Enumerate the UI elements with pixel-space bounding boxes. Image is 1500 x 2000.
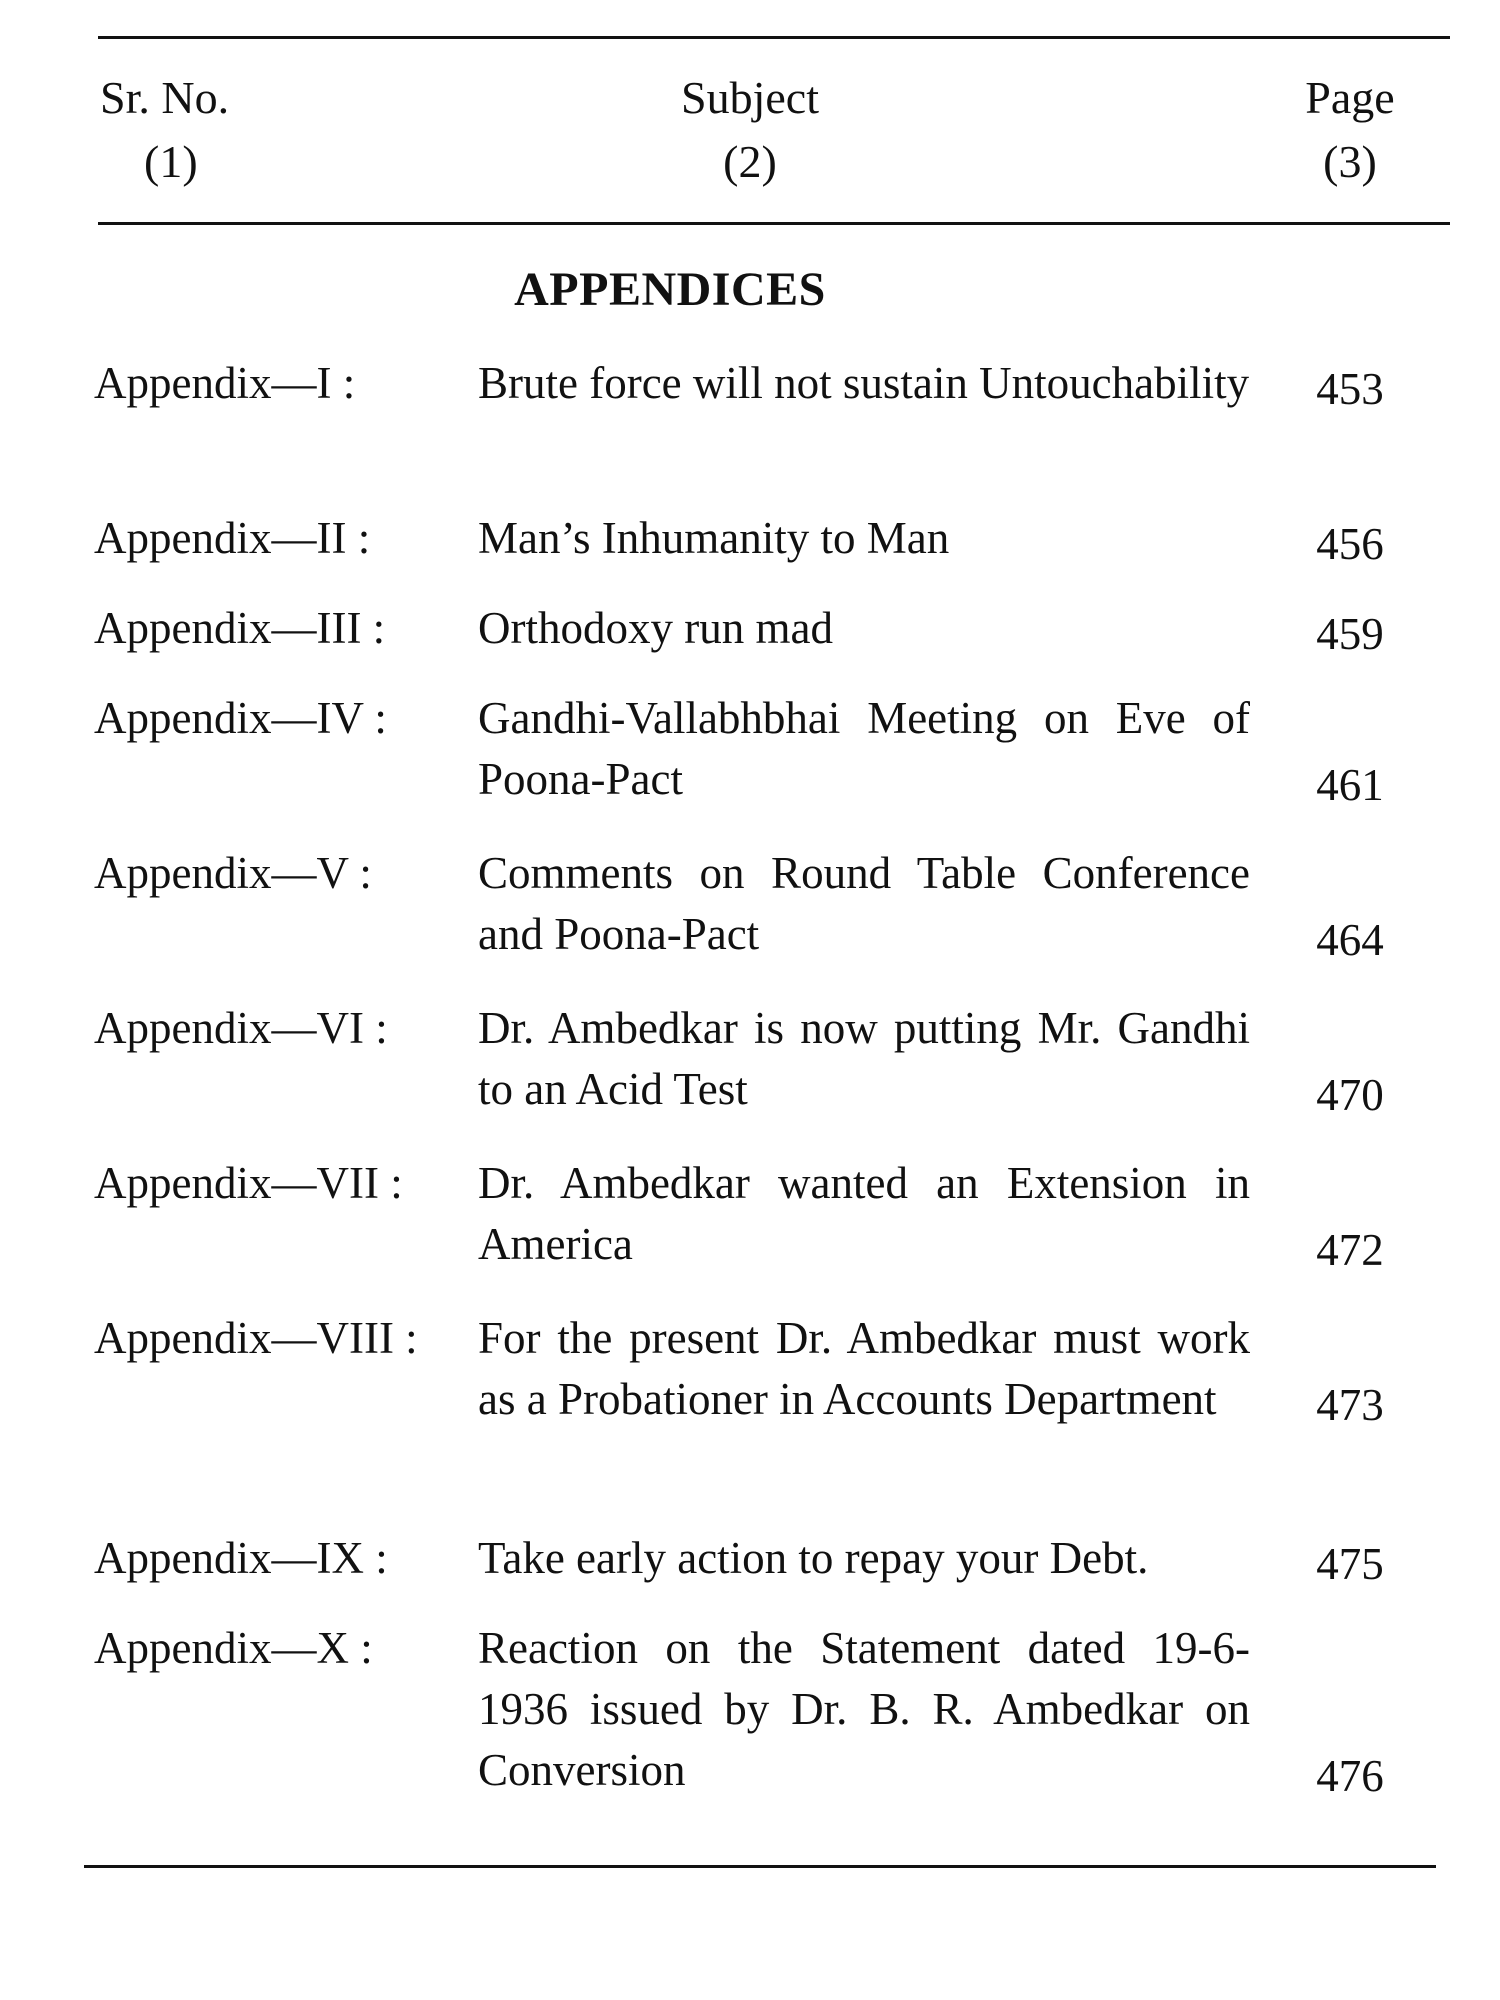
entry-label: Appendix—VI : xyxy=(94,1003,388,1053)
table-row xyxy=(0,1528,1500,1589)
entry-subject: Dr. Ambedkar wanted an Extension in America xyxy=(478,1158,1250,1269)
entry-page: 459 xyxy=(1316,609,1384,659)
entry-label: Appendix—III : xyxy=(94,603,386,653)
table-row xyxy=(0,508,1500,569)
entry-subject: Orthodoxy run mad xyxy=(478,603,833,653)
entry-page: 475 xyxy=(1316,1539,1384,1589)
table-row xyxy=(0,1153,1500,1275)
entry-subject: Take early action to repay your Debt. xyxy=(478,1533,1149,1583)
column-header-subject xyxy=(610,66,890,194)
column-header-page-number: (3) xyxy=(1323,136,1377,187)
entry-page: 461 xyxy=(1316,760,1384,810)
entry-page: 473 xyxy=(1316,1380,1384,1430)
column-header-page-label: Page xyxy=(1305,72,1395,123)
entry-label: Appendix—X : xyxy=(94,1623,373,1673)
header-rule xyxy=(98,222,1450,225)
entry-label: Appendix—V : xyxy=(94,848,372,898)
entry-label: Appendix—IX : xyxy=(94,1533,388,1583)
entry-page: 456 xyxy=(1316,519,1384,569)
entry-subject: Brute force will not sustain Untouchability xyxy=(478,358,1250,408)
column-header-page xyxy=(1270,66,1430,194)
section-title: APPENDICES xyxy=(514,263,826,316)
table-row xyxy=(0,598,1500,659)
entry-subject: Dr. Ambedkar is now putting Mr. Gandhi to an Acid Test xyxy=(478,1003,1250,1114)
entry-page: 476 xyxy=(1316,1751,1384,1801)
entry-subject: Reaction on the Statement dated 19-6-1936 issued by Dr. B. R. Ambedkar on Conversion xyxy=(478,1623,1250,1795)
table-row xyxy=(0,1308,1500,1430)
entry-page: 470 xyxy=(1316,1070,1384,1120)
table-row xyxy=(0,843,1500,965)
entry-subject: For the present Dr. Ambedkar must work as a Probationer in Accounts Department xyxy=(478,1313,1250,1424)
column-header-sr-no-label: Sr. No. xyxy=(100,72,230,123)
entry-label: Appendix—I : xyxy=(94,358,356,408)
entry-page: 472 xyxy=(1316,1225,1384,1275)
table-row xyxy=(0,1618,1500,1801)
column-header-subject-number: (2) xyxy=(723,136,777,187)
entry-subject: Man’s Inhumanity to Man xyxy=(478,513,950,563)
table-row xyxy=(0,353,1500,414)
entry-page: 464 xyxy=(1316,915,1384,965)
entry-page: 453 xyxy=(1316,364,1384,414)
entry-label: Appendix—IV : xyxy=(94,693,387,743)
top-rule xyxy=(98,36,1450,39)
table-row xyxy=(0,998,1500,1120)
entry-label: Appendix—VII : xyxy=(94,1158,403,1208)
entry-label: Appendix—VIII : xyxy=(94,1313,418,1363)
column-header-subject-label: Subject xyxy=(681,72,819,123)
entry-label: Appendix—II : xyxy=(94,513,371,563)
column-header-sr-no xyxy=(100,66,255,194)
column-header-sr-no-number: (1) xyxy=(144,136,198,187)
entry-subject: Comments on Round Table Conference and Poona-Pact xyxy=(478,848,1250,959)
entry-subject: Gandhi-Vallabhbhai Meeting on Eve of Poona-Pact xyxy=(478,693,1250,804)
bottom-rule xyxy=(84,1865,1436,1868)
table-row xyxy=(0,688,1500,810)
